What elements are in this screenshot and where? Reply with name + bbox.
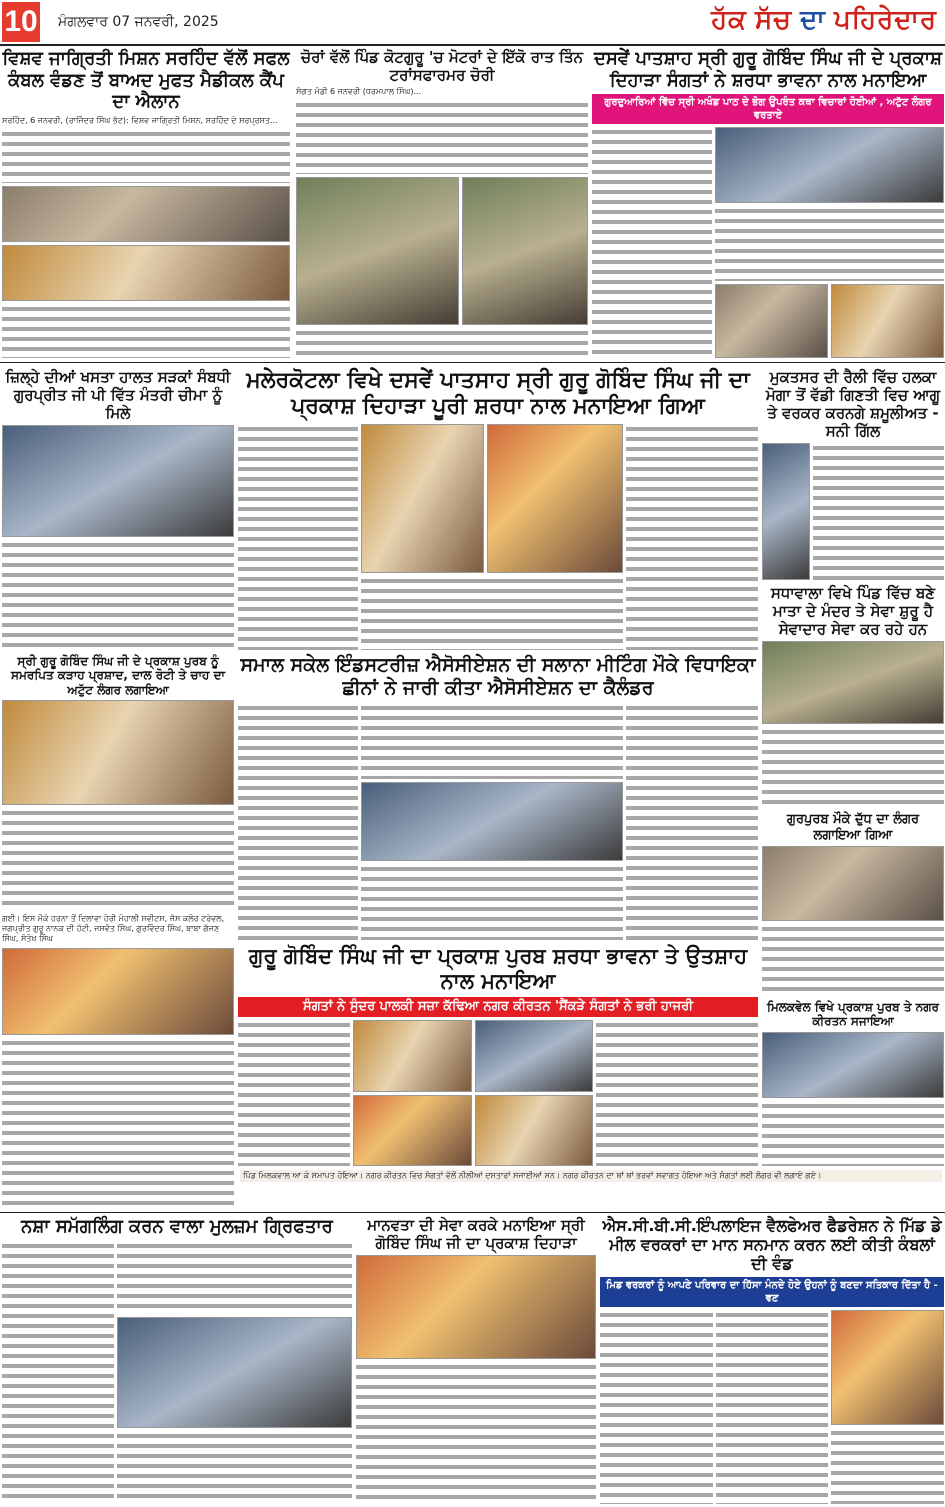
- article: [2, 1216, 352, 1504]
- divider: [0, 1212, 945, 1213]
- article-body: [2, 540, 234, 650]
- article: [762, 368, 944, 580]
- article-body: [356, 1362, 596, 1504]
- article-body: [813, 443, 944, 580]
- article-body: [626, 703, 758, 940]
- article-body: [592, 127, 712, 358]
- article-body: [238, 424, 358, 650]
- article: [2, 368, 234, 650]
- article: [592, 48, 944, 358]
- article: [356, 1216, 596, 1504]
- issue-date: ਮੰਗਲਵਾਰ 07 ਜਨਵਰੀ, 2025: [58, 14, 219, 30]
- article: [296, 48, 588, 358]
- article-body: [2, 129, 290, 183]
- article-body: [715, 206, 944, 280]
- news-photo: [762, 641, 944, 724]
- news-photo: [356, 1255, 596, 1359]
- article-body: [296, 100, 588, 174]
- news-photo: [353, 1095, 472, 1166]
- article-body: [2, 1038, 234, 1208]
- news-photo: [475, 1020, 594, 1091]
- article: [238, 368, 758, 650]
- article-headline[interactable]: ਗੁਰਪੁਰਬ ਮੌਕੇ ਦੁੱਧ ਦਾ ਲੰਗਰ ਲਗਾਇਆ ਗਿਆ: [786, 812, 920, 843]
- article-headline[interactable]: ਵਿਸ਼ਵ ਜਾਗ੍ਰਿਤੀ ਮਿਸ਼ਨ ਸਰਹਿੰਦ ਵੱਲੋਂ ਸਫਲ ਕੰਬਲ ਵੰਡਣ ਤੋਂ ਬਾਅਦ ਮੁਫਤ ਮੈਡੀਕਲ ਕੈਂਪ ਦਾ ਐਲਾਨ: [2, 48, 290, 113]
- news-photo: [762, 1032, 944, 1099]
- article-body: [596, 1020, 758, 1166]
- news-photo: [361, 424, 484, 573]
- article-body: [361, 576, 623, 650]
- article-body: [762, 727, 944, 808]
- news-photo: [353, 1020, 472, 1091]
- article-headline[interactable]: ਨਸ਼ਾ ਸਮੱਗਲਿੰਗ ਕਰਨ ਵਾਲਾ ਮੁਲਜ਼ਮ ਗ੍ਰਿਫਤਾਰ: [21, 1216, 333, 1237]
- news-photo: [462, 177, 588, 325]
- article-body: [716, 1310, 829, 1504]
- article-body: [238, 1020, 350, 1166]
- article-subhead: ਸੰਗਤਾਂ ਨੇ ਸੁੰਦਰ ਪਾਲਕੀ ਸਜ਼ਾ ਕੱਢਿਆ ਨਗਰ ਕੀਰਤਨ 'ਸੈਂਕੜੇ ਸੰਗਤਾਂ ਨੇ ਭਰੀ ਹਾਜਰੀ: [238, 997, 758, 1017]
- portrait-photo: [762, 443, 810, 580]
- article-headline[interactable]: ਸਮਾਲ ਸਕੇਲ ਇੰਡਸਟਰੀਜ਼ ਐਸੋਸੀਏਸ਼ਨ ਦੀ ਸਲਾਨਾ ਮੀਟਿੰਗ ਮੌਕੇ ਵਿਧਾਇਕਾ ਛੀਨਾਂ ਨੇ ਜਾਰੀ ਕੀਤਾ ਐਸੋਸੀਏਸ਼ਨ ਦਾ ਕੈਲੰਡਰ: [240, 654, 756, 699]
- article-headline[interactable]: ਮਿਲਕਵੇਲ ਵਿਖੇ ਪ੍ਰਕਾਸ਼ ਪੁਰਬ ਤੇ ਨਗਰ ਕੀਰਤਨ ਸਜਾਇਆ: [767, 1000, 939, 1029]
- article-body: [2, 808, 234, 911]
- article-body: [762, 1101, 944, 1166]
- article-continuation: [2, 948, 234, 1208]
- article-headline[interactable]: ਐਸ.ਸੀ.ਬੀ.ਸੀ.ਇੰਪਲਾਇਜ ਵੈਲਫੇਅਰ ਫੈਡਰੇਸ਼ਨ ਨੇ ਮਿੱਡ ਡੇ ਮੀਲ ਵਰਕਰਾਂ ਦਾ ਮਾਨ ਸਨਮਾਨ ਕਰਨ ਲਈ ਕੀਤੀ ਕੰਬਲਾਂ ਦੀ ਵੰਡ: [602, 1216, 942, 1274]
- article-subhead: ਗੁਰਦੁਆਰਿਆਂ ਵਿੱਚ ਸ੍ਰੀ ਅਖੰਡ ਪਾਠ ਦੇ ਭੋਗ ਉਪਰੰਤ ਕਥਾ ਵਿਚਾਰਾਂ ਹੋਈਆਂ , ਅਟੁੱਟ ਲੰਗਰ ਵਰਤਾਏ: [592, 94, 944, 124]
- news-photo: [2, 186, 290, 242]
- article-subhead: ਮਿਡ ਵਰਕਰਾਂ ਨੂੰ ਆਪਣੇ ਪਰਿਵਾਰ ਦਾ ਹਿੱਸਾ ਮੰਨਦੇ ਹੋਏ ਉਹਨਾਂ ਨੂੰ ਬਣਦਾ ਸਤਿਕਾਰ ਦਿੱਤਾ ਹੈ - ਵਣ: [600, 1277, 944, 1307]
- article-body: [117, 1431, 352, 1504]
- article-body: [117, 1241, 352, 1314]
- news-photo: [296, 177, 459, 325]
- divider: [0, 362, 945, 363]
- article-headline[interactable]: ਮਾਨਵਤਾ ਦੀ ਸੇਵਾ ਕਰਕੇ ਮਨਾਇਆ ਸ੍ਰੀ ਗੋਬਿੰਦ ਸਿੰਘ ਜੀ ਦਾ ਪ੍ਰਕਾਸ਼ ਦਿਹਾੜਾ: [367, 1216, 585, 1252]
- article: [2, 48, 290, 358]
- news-photo: [715, 127, 944, 203]
- article-headline[interactable]: ਦਸਵੇਂ ਪਾਤਸ਼ਾਹ ਸ੍ਰੀ ਗੁਰੂ ਗੋਬਿੰਦ ਸਿੰਘ ਜੀ ਦੇ ਪ੍ਰਕਾਸ਼ ਦਿਹਾੜਾ ਸੰਗਤਾਂ ਨੇ ਸ਼ਰਧਾ ਭਾਵਨਾ ਨਾਲ ਮਨਾਇਆ: [594, 48, 942, 91]
- article: [2, 654, 234, 944]
- article-body: [762, 924, 944, 996]
- header-divider: [0, 44, 945, 46]
- article: [762, 1000, 944, 1166]
- news-photo: [117, 1317, 352, 1428]
- page-number: 10: [2, 2, 40, 42]
- article-headline[interactable]: ਗੁਰੂ ਗੋਬਿੰਦ ਸਿੰਘ ਜੀ ਦਾ ਪ੍ਰਕਾਸ਼ ਪੁਰਬ ਸ਼ਰਧਾ ਭਾਵਨਾ ਤੇ ਉਤਸ਼ਾਹ ਨਾਲ ਮਨਾਇਆ: [248, 944, 748, 994]
- article-body: [626, 424, 758, 650]
- news-photo: [475, 1095, 594, 1166]
- article-body: [2, 304, 290, 358]
- article-body: [831, 1428, 944, 1504]
- article-body: [296, 328, 588, 358]
- article-lead: ਪਿੰਡ ਮਿਲਕਵਾਲ ਆ ਕੇ ਸਮਾਪਤ ਹੋਇਆ। ਨਗਰ ਕੀਰਤਨ ਵਿਚ ਸੰਗਤਾਂ ਵੱਲੋਂ ਨੀਲੀਆਂ ਦਸਤਾਰਾਂ ਸਜਾਈਆਂ ਸਨ। ਨਗਰ ਕੀਰਤਨ ਦਾ ਥਾਂ ਥਾਂ ਭਰਵਾਂ ਸਵਾਗਤ ਹੋਇਆ ਅਤੇ ਸੰਗਤਾਂ ਲਈ ਲੰਗਰ ਵੀ ਲਗਾਏ ਗਏ।: [240, 1170, 942, 1182]
- article: [762, 584, 944, 808]
- news-photo: [361, 782, 623, 860]
- news-photo: [2, 700, 234, 805]
- article-lead: ਸਰਹਿੰਦ, 6 ਜਨਵਰੀ, (ਰਾਜਿੰਦਰ ਸਿੰਘ ਭੱਟ): ਵਿਸ਼ਵ ਜਾਗ੍ਰਿਤੀ ਮਿਸ਼ਨ, ਸਰਹਿੰਦ ਦੇ ਸਰਪ੍ਰਸਤ...: [2, 115, 278, 125]
- news-photo: [2, 245, 290, 301]
- news-photo: [831, 284, 944, 358]
- article-lead: ਸੰਗਤ ਮੰਡੀ 6 ਜਨਵਰੀ (ਧਰਮਪਾਲ ਸਿੰਘ)...: [296, 87, 422, 96]
- article-body: [2, 1241, 114, 1504]
- news-photo: [487, 424, 623, 573]
- masthead-logo: ਹੱਕ ਸੱਚ ਦਾ ਪਹਿਰੇਦਾਰ: [711, 4, 937, 34]
- article-headline[interactable]: ਮੁਕਤਸਰ ਦੀ ਰੈਲੀ ਵਿੱਚ ਹਲਕਾ ਮੋਗਾ ਤੋਂ ਵੱਡੀ ਗਿਣਤੀ ਵਿਚ ਆਗੂ ਤੇ ਵਰਕਰ ਕਰਨਗੇ ਸ਼ਮੂਲੀਅਤ - ਸਨੀ ਗਿੱਲ: [765, 368, 941, 440]
- article: [762, 812, 944, 996]
- article: [238, 944, 758, 1166]
- article-lead: ਗਈ। ਇਸ ਮੌਕੇ ਹਰਨਾ ਤੋਂ ਦਿਲਾਵਾ ਹੋਰੀ ਮੋਹਾਲੀ ਸਵੀਟਸ, ਜੱਸ ਕਲੋਰ ਟਰੇਵਲ, ਜਗਪ੍ਰੀਤ ਗੁਰੂ ਨਾਨਕ ਦੀ ਹੱਟੀ, ਜਸਵੰਤ ਸਿੰਘ, ਗੁਰਵਿੰਦਰ ਸਿੰਘ, ਬਾਬਾ ਗੱਜਣ ਸਿੰਘ, ਸੰਤੋਖ ਸਿੰਘ: [2, 914, 225, 943]
- article-body: [238, 703, 358, 940]
- news-photo: [2, 948, 234, 1035]
- article: [238, 654, 758, 940]
- news-photo: [715, 284, 828, 358]
- article-headline[interactable]: ਸ੍ਰੀ ਗੁਰੂ ਗੋਬਿੰਦ ਸਿੰਘ ਜੀ ਦੇ ਪ੍ਰਕਾਸ਼ ਪੁਰਬ ਨੂੰ ਸਮਰਪਿਤ ਕੜਾਹ ਪ੍ਰਸ਼ਾਦ, ਦਾਲ ਰੋਟੀ ਤੇ ਚਾਹ ਦਾ ਅਟੁੱਟ ਲੰਗਰ ਲਗਾਇਆ: [11, 654, 225, 697]
- article-body: [600, 1310, 713, 1504]
- article-body: [361, 864, 623, 940]
- news-photo: [2, 425, 234, 537]
- article-headline[interactable]: ਜ਼ਿਲ੍ਹੇ ਦੀਆਂ ਖਸਤਾ ਹਾਲਤ ਸੜਕਾਂ ਸੰਬਧੀ ਗੁਰਪ੍ਰੀਤ ਜੀ ਪੀ ਵਿੱਤ ਮੰਤਰੀ ਚੀਮਾ ਨੂੰ ਮਿਲੇ: [5, 368, 231, 422]
- news-photo: [831, 1310, 944, 1426]
- article: [600, 1216, 944, 1504]
- article-body: [361, 703, 623, 779]
- article-headline[interactable]: ਸਧਾਵਾਲਾ ਵਿਖੇ ਪਿੰਡ ਵਿੱਚ ਬਣੇ ਮਾਤਾ ਦੇ ਮੰਦਰ ਤੇ ਸੇਵਾ ਸ਼ੁਰੂ ਹੈ ਸੇਵਾਦਾਰ ਸੇਵਾ ਕਰ ਰਹੇ ਹਨ: [770, 584, 936, 638]
- article-headline[interactable]: ਮਲੇਰਕੋਟਲਾ ਵਿਖੇ ਦਸਵੇਂ ਪਾਤਸਾਹ ਸ੍ਰੀ ਗੁਰੂ ਗੋਬਿੰਦ ਸਿੰਘ ਜੀ ਦਾ ਪ੍ਰਕਾਸ਼ ਦਿਹਾੜਾ ਪੂਰੀ ਸ਼ਰਧਾ ਨਾਲ ਮਨਾਇਆ ਗਿਆ: [246, 368, 750, 420]
- article-headline[interactable]: ਚੋਰਾਂ ਵੱਲੋਂ ਪਿੰਡ ਕੋਟਗੁਰੂ 'ਚ ਮੋਟਰਾਂ ਦੇ ਇੱਕੋ ਰਾਤ ਤਿੰਨ ਟਰਾਂਸਫਾਰਮਰ ਚੋਰੀ: [301, 48, 583, 84]
- news-photo: [762, 846, 944, 920]
